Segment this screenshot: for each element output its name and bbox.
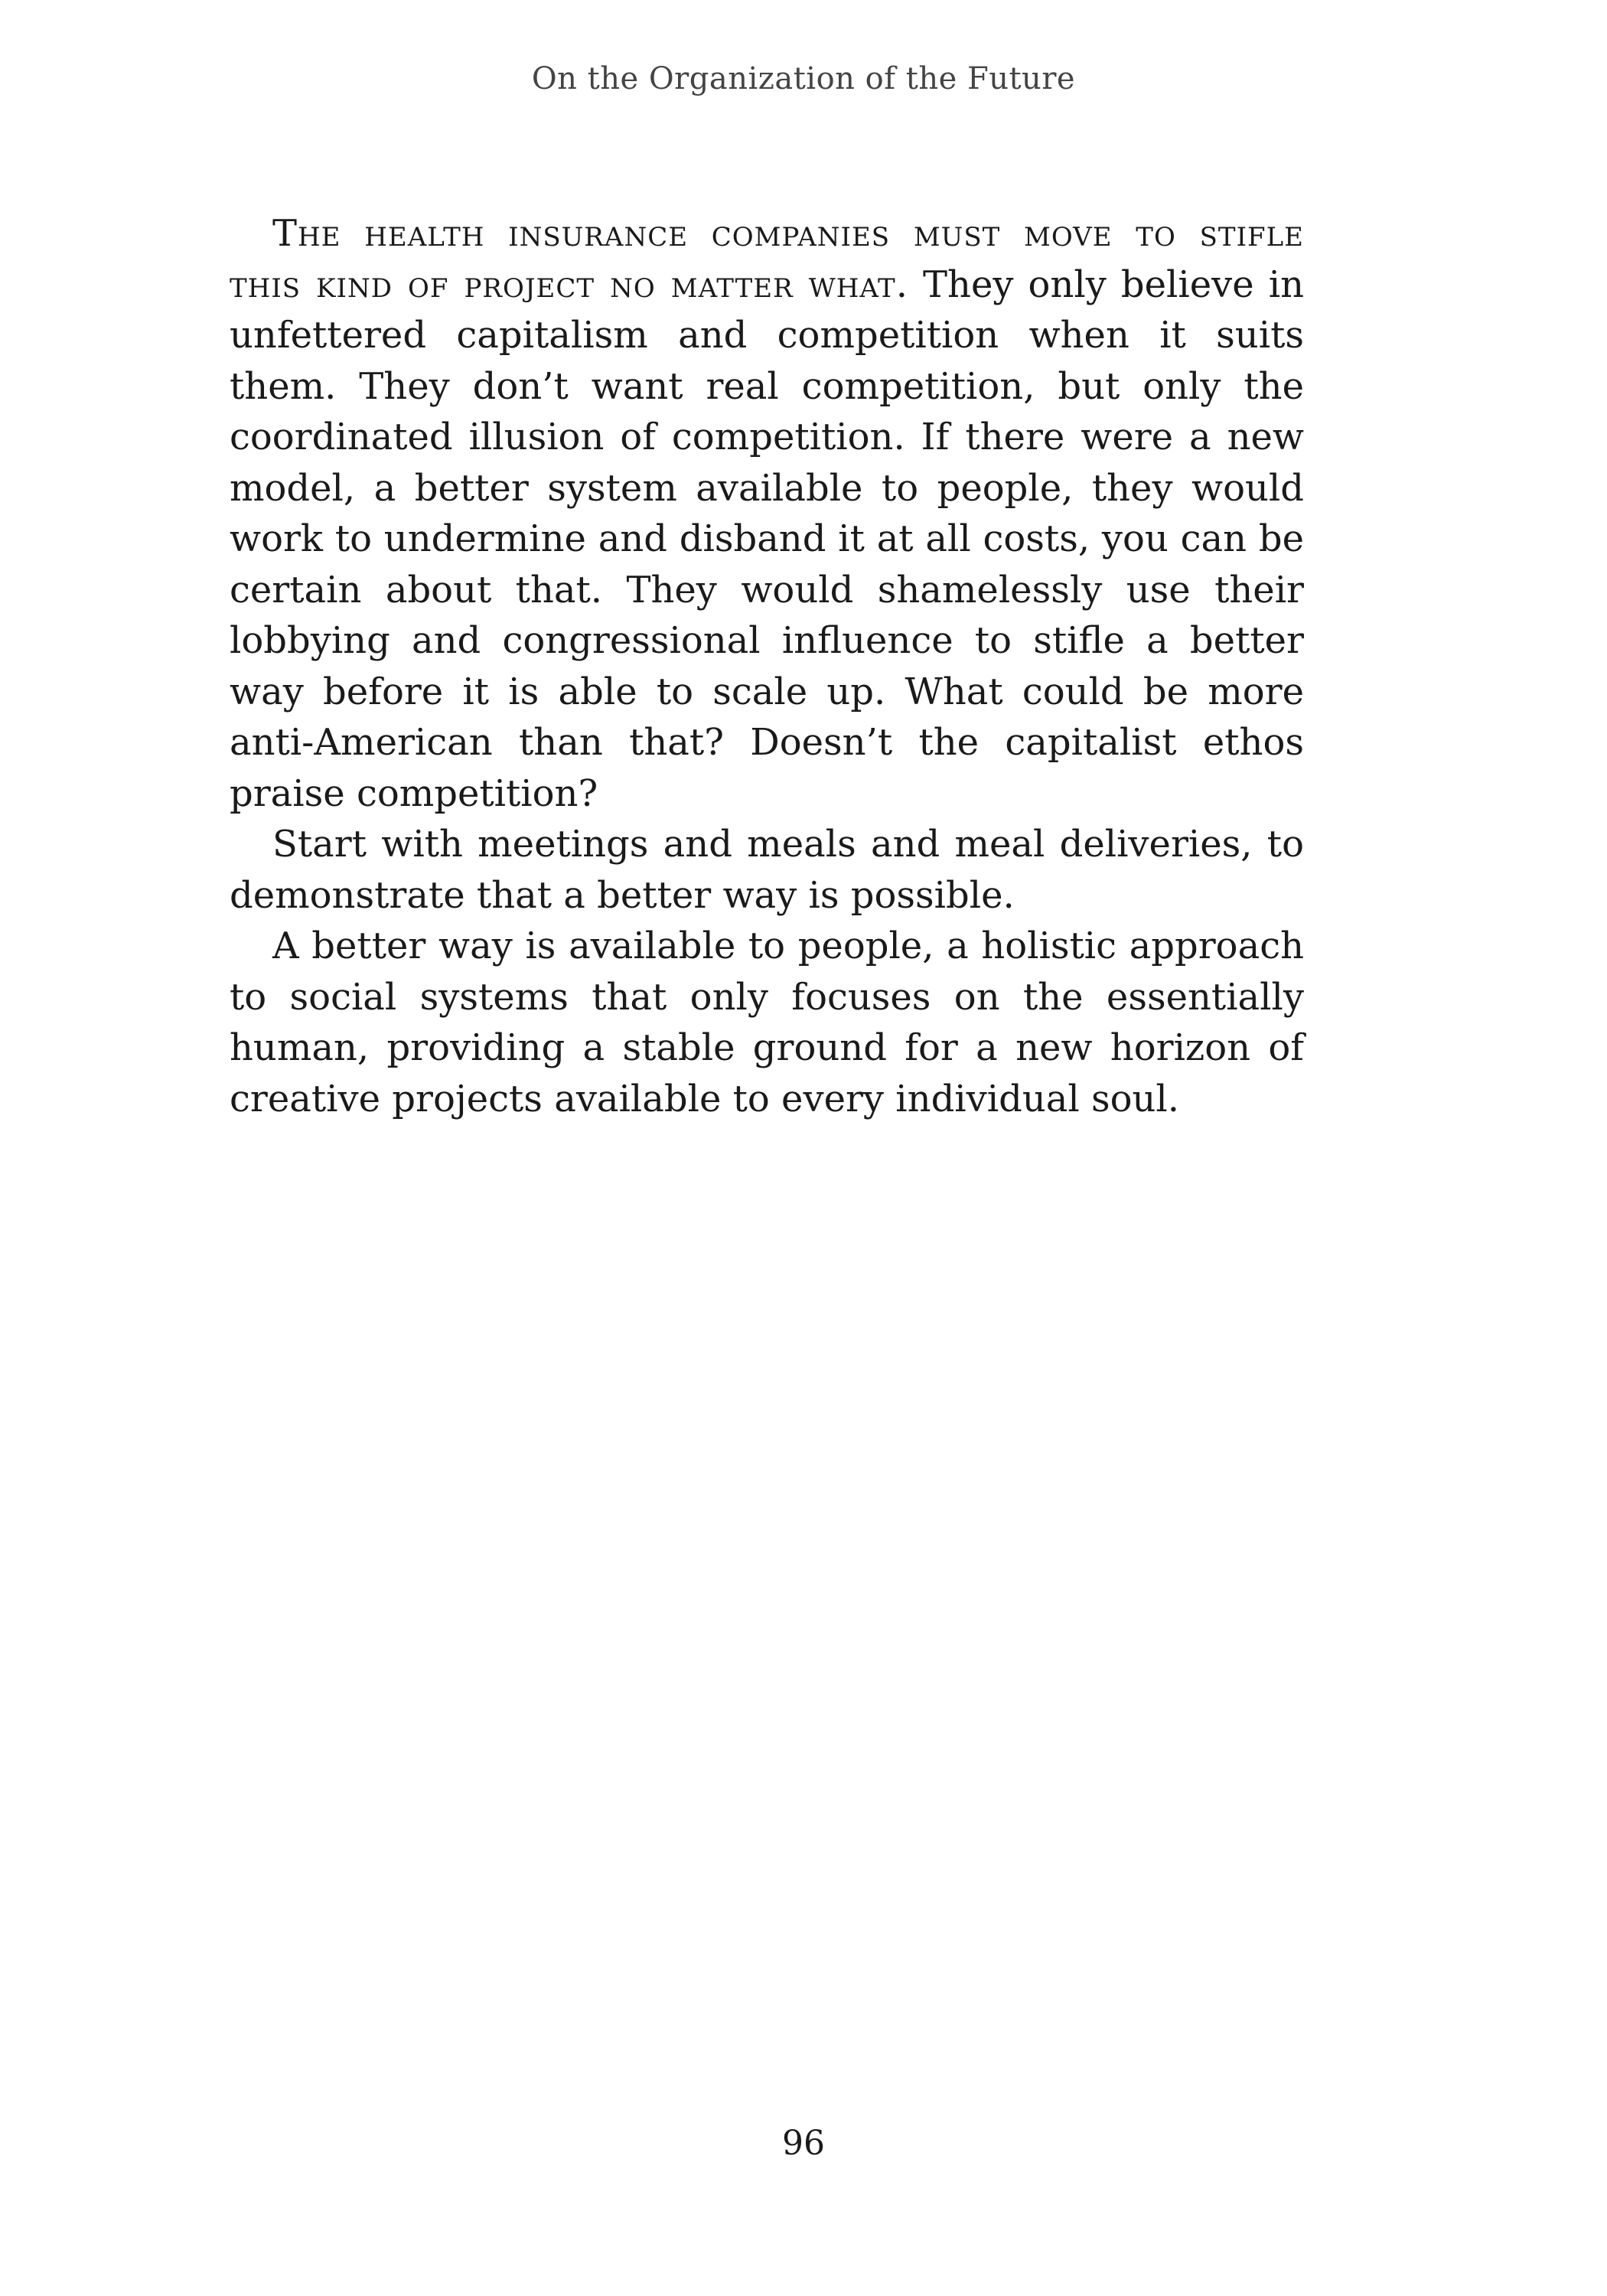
body-text [230,208,1304,1124]
running-head: On the Organization of the Future [531,61,1076,96]
paragraph-2: Start with meetings and meals and meal deliveries, to demonstrate that a better way is possible. [230,823,1304,917]
page-number: 96 [782,2124,825,2163]
paragraph-lead-in: The health insurance companies must move to stifle this kind of project no matter what. [230,212,1304,306]
paragraph-1-text: They only believe in unfettered capitalism and competition when it suits them. They don’t want real competition, but only the coordinated illusion of competition. If there were a new model, a better system available to people, they would work to undermine and disband it at all costs, you can be certain about that. They would shamelessly use their lobbying and congressional influence to stifle a better way before it is able to scale up. What could be more anti-American than that? Doesn’t the capitalist ethos praise competition? [230,263,1304,815]
paragraph-1 [230,208,1304,819]
paragraph-3: A better way is available to people, a holistic approach to social systems that only focuses on the essentially human, providing a stable ground for a new horizon of creative projects available to every individual soul. [230,925,1304,1120]
